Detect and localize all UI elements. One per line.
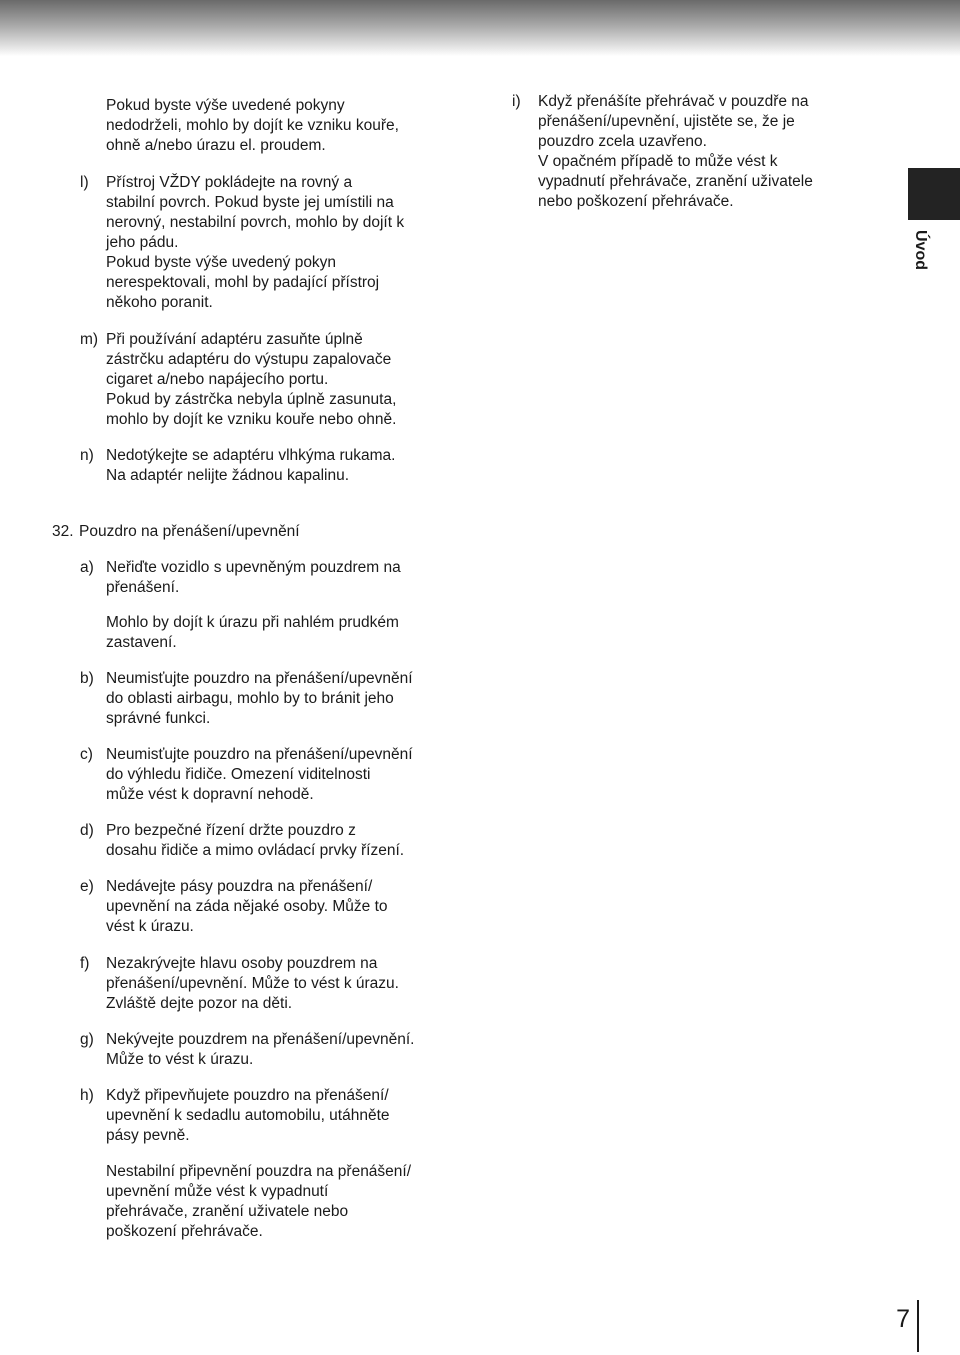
list-item-a (80, 558, 401, 598)
list-item-i (512, 92, 872, 212)
page-number: 7 (896, 1305, 910, 1333)
list-item-text: Přístroj VŽDY pokládejte na rovný a stabilní povrch. Pokud byste jej umístili na nerovný, nestabilní povrch, mohlo by dojít k jeho pádu. Pokud byste výše uvedený pokyn nerespektovali, mohl by padající přístroj někoho poranit. (106, 174, 405, 311)
list-item-text: Nezakrývejte hlavu osoby pouzdrem na přenášení/upevnění. Může to vést k úrazu. Zvláště dejte pozor na děti. (106, 955, 399, 1012)
list-item-text: Nekývejte pouzdrem na přenášení/upevnění. Může to vést k úrazu. (106, 1031, 415, 1068)
list-item-label: i) (512, 93, 521, 110)
list-item-m (80, 330, 500, 430)
list-item-e (80, 877, 388, 937)
list-item-label: n) (80, 447, 94, 464)
list-item-label: m) (80, 331, 99, 348)
list-item-b (80, 669, 413, 729)
list-item-label: g) (80, 1031, 94, 1048)
list-item-text: Když přenášíte přehrávač v pouzdře na přenášení/upevnění, ujistěte se, že je pouzdro zcela uzavřeno. V opačném případě to může vést k vypadnutí přehrávače, zranění uživatele nebo poškození přehrávače. (538, 93, 813, 210)
section-number: 32. (52, 523, 74, 540)
list-item-text: Nedotýkejte se adaptéru vlhkýma rukama. Na adaptér nelijte žádnou kapalinu. (106, 447, 396, 484)
list-item-text: Neumisťujte pouzdro na přenášení/upevnění do oblasti airbagu, mohlo by to bránit jeho správné funkci. (106, 670, 413, 727)
list-item-label: c) (80, 746, 93, 763)
list-item-label: b) (80, 670, 94, 687)
list-item-c (80, 745, 413, 805)
list-item-h-note (106, 1162, 411, 1242)
list-item-text: Při používání adaptéru zasuňte úplně zástrčku adaptéru do výstupu zapalovače cigaret a/nebo napájecího portu. Pokud by zástrčka nebyla úplně zasunuta, mohlo by dojít ke vzniku kouře nebo ohně. (106, 331, 397, 428)
list-item-text: Neřiďte vozidlo s upevněným pouzdrem na přenášení. (106, 559, 401, 596)
list-item-n (80, 446, 500, 486)
list-item-a-note (106, 613, 399, 653)
list-item-text: Nedávejte pásy pouzdra na přenášení/ upevnění na záda nějaké osoby. Může to vést k úrazu. (106, 878, 388, 935)
list-item-text: Nestabilní připevnění pouzdra na přenášení/ upevnění může vést k vypadnutí přehrávače, zranění uživatele nebo poškození přehrávače. (106, 1163, 412, 1240)
chapter-tab-marker (908, 168, 960, 220)
intro-text: Pokud byste výše uvedené pokyny nedodrželi, mohlo by dojít ke vzniku kouře, ohně a/nebo úrazu el. proudem. (106, 97, 399, 154)
chapter-tab-text: Úvod (912, 230, 929, 270)
list-item-label: l) (80, 174, 89, 191)
list-item-text: Když připevňujete pouzdro na přenášení/ upevnění k sedadlu automobilu, utáhněte pásy pevně. (106, 1087, 390, 1144)
list-item-g (80, 1030, 414, 1070)
intro-paragraph (106, 96, 466, 156)
list-item-label: a) (80, 559, 94, 576)
list-item-text: Mohlo by dojít k úrazu při nahlém prudkém zastavení. (106, 614, 399, 651)
list-item-text: Pro bezpečné řízení držte pouzdro z dosahu řidiče a mimo ovládací prvky řízení. (106, 822, 405, 859)
list-item-label: e) (80, 878, 94, 895)
list-item-d (80, 821, 404, 861)
list-item-h (80, 1086, 390, 1146)
section-title: Pouzdro na přenášení/upevnění (79, 523, 300, 540)
header-gradient-band (0, 0, 960, 56)
chapter-tab-label (906, 230, 934, 270)
list-item-label: h) (80, 1087, 94, 1104)
list-item-l (80, 173, 480, 313)
list-item-text: Neumisťujte pouzdro na přenášení/upevnění do výhledu řidiče. Omezení viditelnosti může vést k dopravní nehodě. (106, 746, 413, 803)
list-item-f (80, 954, 399, 1014)
page-number-rule (917, 1300, 919, 1352)
list-item-label: f) (80, 955, 90, 972)
section-heading (52, 522, 472, 542)
list-item-label: d) (80, 822, 94, 839)
